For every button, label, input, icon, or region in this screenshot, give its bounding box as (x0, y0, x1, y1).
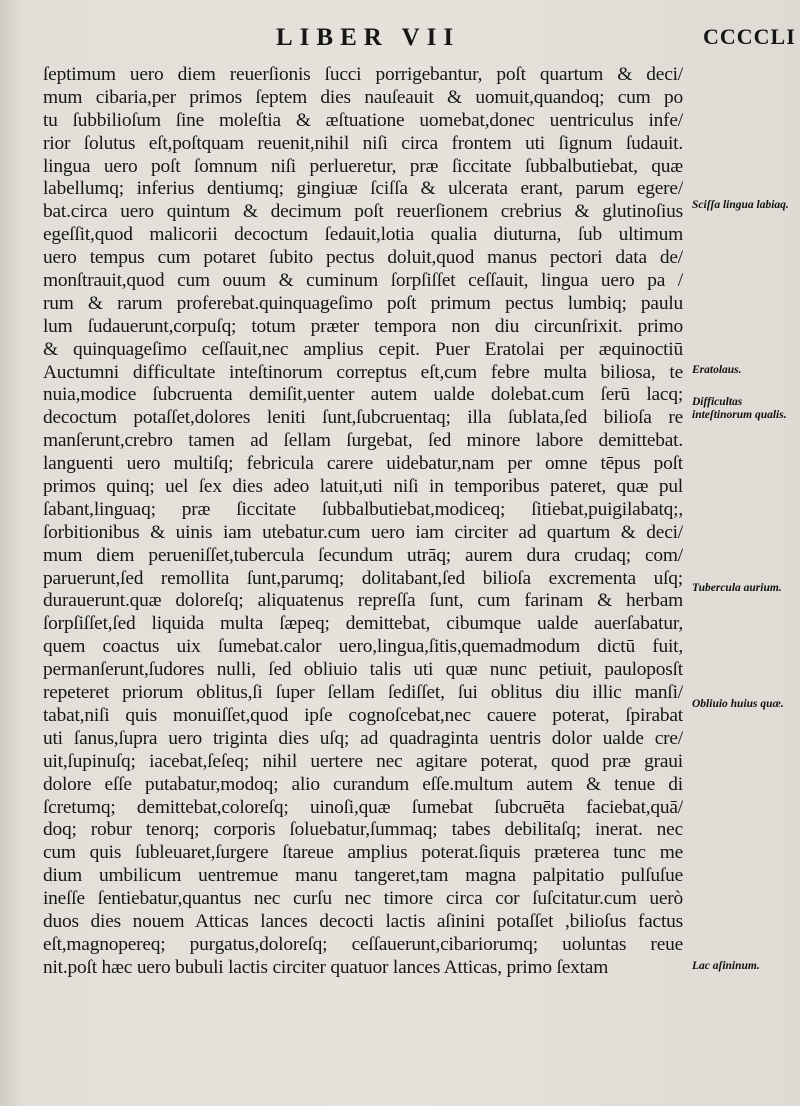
text-line: decoctum potaſſet,dolores leniti ſunt,ſubcruentaq; illa ſublata,ſed bilioſa re (43, 407, 683, 429)
text-line: duos dies nouem Atticas lances decocti lactis aſinini potaſſet ,bilioſus factus (43, 910, 683, 932)
text-line: ſeptimum uero diem reuerſionis ſucci porrigebantur, poſt quartum & deci/ (43, 64, 683, 85)
text-line: dium umbilicum uentremue manu tangeret,tam magna palpitatio pulſuſue (43, 865, 683, 887)
text-line: eſt,magnopereq; purgatus,doloreſq; ceſſauerunt,cibariorumq; uoluntas reue (43, 933, 683, 955)
text-line: ſabant,linguaq; præ ſiccitate ſubbalbutiebat,modiceq; ſitiebat,puigilabatq;, (43, 498, 683, 520)
text-line: cum quis ſubleuaret,ſurgere ſtareue amplius poterat.ſiquis præterea tunc me (43, 842, 683, 864)
text-line: quem coactus uix ſumebat.calor uero,lingua,ſitis,quemadmodum dictū fuit, (43, 636, 683, 658)
text-line: ineſſe ſentiebatur,quantus nec curſu nec timore circa cor ſuſcitatur.cum uerò (43, 888, 683, 910)
running-title: LIBER VII (276, 24, 461, 51)
text-line: ſorpſiſſet,ſed liquida multa ſæpeq; demittebat, cibumque ualde auerſabatur, (43, 613, 683, 635)
marginal-note: Difficultas inteſtinorum qualis. (692, 396, 787, 421)
text-line: nuia,modice ſubcruenta demiſit,uenter autem ualde dolebat.cum ſerū lacq; (43, 384, 683, 406)
text-line: dolore eſſe putabatur,modoq; alio curandum eſſe.multum autem & tenue di (43, 773, 683, 795)
marginal-note: Eratolaus. (692, 364, 742, 376)
text-line: Auctumni difficultate inteſtinorum correptus eſt,cum febre multa biliosa, te (43, 361, 683, 383)
text-line: languenti uero multiſq; febricula carere uidebatur,nam per omne tēpus poſt (43, 453, 683, 475)
marginal-note: Lac aſininum. (692, 960, 760, 972)
body-text (43, 64, 683, 980)
text-line: nit.poſt hæc uero bubuli lactis circiter quatuor lances Atticas, primo ſextam (43, 956, 609, 978)
text-line: ſcretumq; demittebat,coloreſq; uinoſi,quæ ſumebat ſubcruēta faciebat,quā/ (43, 796, 683, 818)
text-line: lum ſudauerunt,corpuſq; totum præter tempora non diu circunſrixit. primo (43, 315, 683, 337)
text-line: lingua uero poſt ſomnum niſi perlueretur, præ ſiccitate ſubbalbutiebat, quæ (43, 155, 683, 177)
text-line: ſorbitionibus & uinis iam utebatur.cum uero iam circiter ad quartum & deci/ (43, 521, 683, 543)
text-line: uti ſanus,ſupra uero triginta dies uſq; ad quadraginta uentris dolor ualde cre/ (43, 727, 683, 749)
text-line: & quinquageſimo ceſſauit,nec amplius cepit. Puer Eratolai per æquinoctiū (43, 338, 683, 360)
marginal-note: Obliuio huius quæ. (692, 698, 784, 710)
text-line: paruerunt,ſed remollita ſunt,parumq; dolitabant,ſed bilioſa excrementa uſq; (43, 567, 683, 589)
text-line: rum & rarum proferebat.quinquageſimo poſt primum pectus lumbiq; paulu (43, 292, 683, 314)
folio-number: CCCCLI (703, 24, 796, 49)
text-line: tabat,niſi quis monuiſſet,quod ipſe cognoſcebat,nec cauere poterat, ſpirabat (43, 704, 683, 726)
text-line: doq; robur tenorq; corporis ſoluebatur,ſummaq; tabes debilitaſq; inerat. nec (43, 819, 683, 841)
text-line: manſerunt,crebro tamen ad ſellam ſurgebat, ſed minore labore demittebat. (43, 430, 683, 452)
text-line: permanſerunt,ſudores nulli, ſed obliuio talis uti quæ nunc petiuit, pauloposſt (43, 659, 683, 681)
text-line: uero tempus cum potaret ſubito pectus doluit,quod manus pectori data de/ (43, 247, 683, 269)
text-line: repeteret priorum oblitus,ſi ſuper ſellam ſediſſet, ſui oblitus diu illic manſi/ (43, 682, 683, 704)
text-line: uit,ſupinuſq; iacebat,ſeſeq; nihil uertere nec agitare poterat, quod præ graui (43, 750, 683, 772)
text-line: labellumq; inferius dentiumq; gingiuæ ſciſſa & ulcerata erant, parum egere/ (43, 178, 683, 200)
text-line: monſtrauit,quod cum ouum & cuminum ſorpſiſſet ceſſauit, lingua uero pa / (43, 270, 683, 292)
text-line: primos quinq; uel ſex dies adeo latuit,uti niſi in temporibus pateret, quæ pul (43, 476, 683, 498)
text-line: rior ſolutus eſt,poſtquam reuenit,nihil niſi circa frontem uti ſignum ſudauit. (43, 132, 683, 154)
text-line: durauerunt.quæ doloreſq; aliquatenus repreſſa ſunt, cum farinam & herbam (43, 590, 683, 612)
marginal-note: Sciſſa lingua labiaq. (692, 199, 789, 211)
text-line: bat.circa uero quintum & decimum poſt reuerſionem crebrius & glutinoſius (43, 201, 683, 223)
text-line: mum diem perueniſſet,tubercula ſecundum utrāq; aurem dura crudaq; com/ (43, 544, 683, 566)
text-line: mum cibaria,per primos ſeptem dies nauſeauit & uomuit,quandoq; cum po (43, 86, 683, 108)
marginal-note: Tubercula aurium. (692, 582, 782, 594)
text-line: egeſſit,quod malicorii decoctum ſedauit,lotia qualia diuturna, ſub ultimum (43, 224, 683, 246)
text-line: tu ſubbilioſum ſine moleſtia & æſtuatione uomebat,donec uentriculus infe/ (43, 109, 683, 131)
